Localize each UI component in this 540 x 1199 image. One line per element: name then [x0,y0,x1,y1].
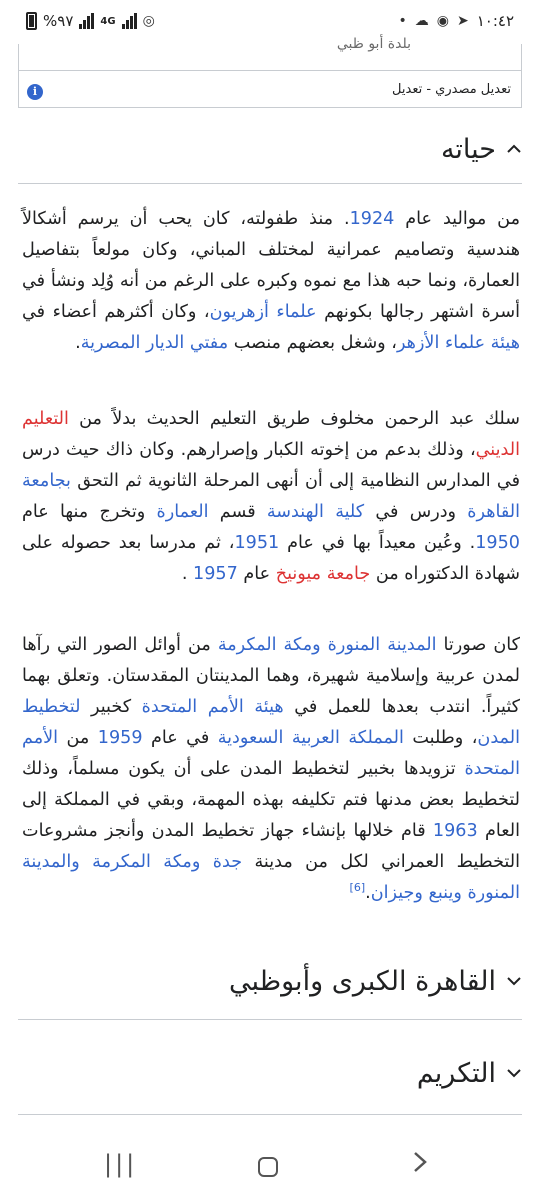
link-mufti[interactable]: مفتي الديار المصرية [80,333,229,353]
text: من مواليد عام [394,209,520,229]
link-1957[interactable]: 1957 [193,564,238,584]
telegram-icon: ➤ [456,13,469,29]
link-azhar-council[interactable]: هيئة علماء الأزهر [396,333,520,353]
section-header-life[interactable] [18,134,522,165]
reference-link[interactable]: [6] [349,881,366,895]
text: . [181,564,193,584]
text: من أوائل الصور التي رآها لمدن عربية وإسلامية شهيرة، وهما المدينتان المقدستان. وتعلق بهما كثيراً. انتدب بعدها للعمل في [22,635,521,717]
recent-apps-button[interactable]: ||| [104,1150,138,1178]
info-icon[interactable]: i [27,84,43,100]
paragraph-1 [22,204,520,359]
section-header-honors[interactable] [18,1058,522,1089]
text: تزويدها بخبير لتخطيط المدن على أن يكون مسلماً، وذلك لتخطيط بعض مدنها فتم تكليفه بهذه المهمة، وبقي في المملكة إلى العام [22,759,520,841]
link-architecture[interactable]: العمارة [156,502,209,522]
status-left [26,12,155,30]
text: كخبير [80,697,142,717]
text: في عام [142,728,218,748]
signal-icon-2 [122,13,137,29]
link-urban-planning[interactable]: لتخطيط المدن [22,697,520,748]
home-button[interactable] [258,1157,278,1177]
text: . [75,333,81,353]
text: سلك عبد الرحمن مخلوف طريق التعليم الحديث بدلاً من [68,409,520,429]
section-divider [18,183,522,184]
text: ، وطلبت [403,728,478,748]
link-1951[interactable]: 1951 [234,533,280,553]
reference-superscript [350,881,366,894]
text: عام [237,564,276,584]
text: ، وكان أكثرهم أعضاء في [22,302,210,322]
link-saudi-arabia[interactable]: المملكة العربية السعودية [217,728,404,748]
link-1924[interactable]: 1924 [349,209,395,229]
link-1959[interactable]: 1959 [97,728,143,748]
dot-icon: • [398,13,407,29]
paragraph-2 [22,404,520,590]
section-title: حياته [440,134,496,165]
text: ، ثم مدرسا بعد حصوله على شهادة الدكتوراه من [22,533,520,584]
infobox-footer [18,36,522,108]
text: . منذ طفولته، كان يحب أن يرسم أشكالاً هندسية وتصاميم عمرانية لمختلف المباني، وكان مولعاً بتفاصيل العمارة، ونما حبه هذا مع نموه وكبره على الرغم من أنه وُلِد ونشأ في أسرة اشتهر رجالها بكونهم [22,209,521,322]
link-religious-education[interactable]: التعليم الديني [22,409,520,460]
signal-icon [79,13,94,29]
link-1963[interactable]: 1963 [432,821,478,841]
chevron-up-icon [506,140,522,159]
link-cities[interactable]: جدة ومكة المكرمة والمدينة المنورة وينبع وجيزان [22,852,520,903]
text: وتخرج منها عام [22,502,157,522]
link-engineering-faculty[interactable]: كلية الهندسة [266,502,365,522]
text: من [58,728,98,748]
chevron-down-icon [506,1064,522,1083]
text: . [365,883,371,903]
text: ودرس في [364,502,468,522]
text: قام خلالها بإنشاء جهاز تخطيط المدن وأنجز مشروعات التخطيط العمراني لكل من مدينة [22,821,520,872]
link-munich-university[interactable]: جامعة ميونيخ [275,564,371,584]
link-1950[interactable]: 1950 [475,533,520,553]
hotspot-icon: ◎ [142,13,155,29]
infobox-cut-text: بلدة أبو ظبي [336,36,411,52]
link-united-nations[interactable]: هيئة الأمم المتحدة [141,697,284,717]
back-button[interactable] [412,1150,428,1180]
divider [19,70,521,71]
section-title: القاهرة الكبرى وأبوظبي [228,966,496,997]
link-azhari-scholars[interactable]: علماء أزهريون [209,302,317,322]
status-right [399,12,515,30]
section-divider [18,1114,522,1115]
section-divider [18,1019,522,1020]
network-type: 4G [100,15,116,27]
edit-source-link[interactable]: تعديل مصدري - تعديل [392,82,511,97]
clock: ١٠:٤٢ [476,12,514,30]
status-bar [0,0,540,44]
text: كان صورتا [436,635,521,655]
link-united-nations-2[interactable]: الأمم المتحدة [22,728,520,779]
text: ، وشغل بعضهم منصب [228,333,397,353]
section-title: التكريم [416,1058,496,1089]
link-cairo-university[interactable]: بجامعة القاهرة [22,471,521,522]
link-medina-mecca[interactable]: المدينة المنورة ومكة المكرمة [217,635,437,655]
section-header-cairo-abudhabi[interactable] [18,966,522,997]
text: ، وذلك بدعم من إخوته الكبار وإصرارهم. وكان ذاك حيث درس في المدارس النظامية إلى أن أنهى المرحلة الثانوية ثم التحق [22,440,520,491]
chevron-down-icon [506,972,522,991]
text: . وعُين معيداً بها في عام [279,533,476,553]
battery-percent: %٩٧ [43,12,74,30]
cloud-icon: ☁ [414,13,429,29]
text: قسم [208,502,267,522]
paragraph-3 [22,630,520,909]
battery-icon [26,12,37,30]
android-nav-bar [0,1136,540,1199]
messenger-icon: ◉ [436,13,449,29]
